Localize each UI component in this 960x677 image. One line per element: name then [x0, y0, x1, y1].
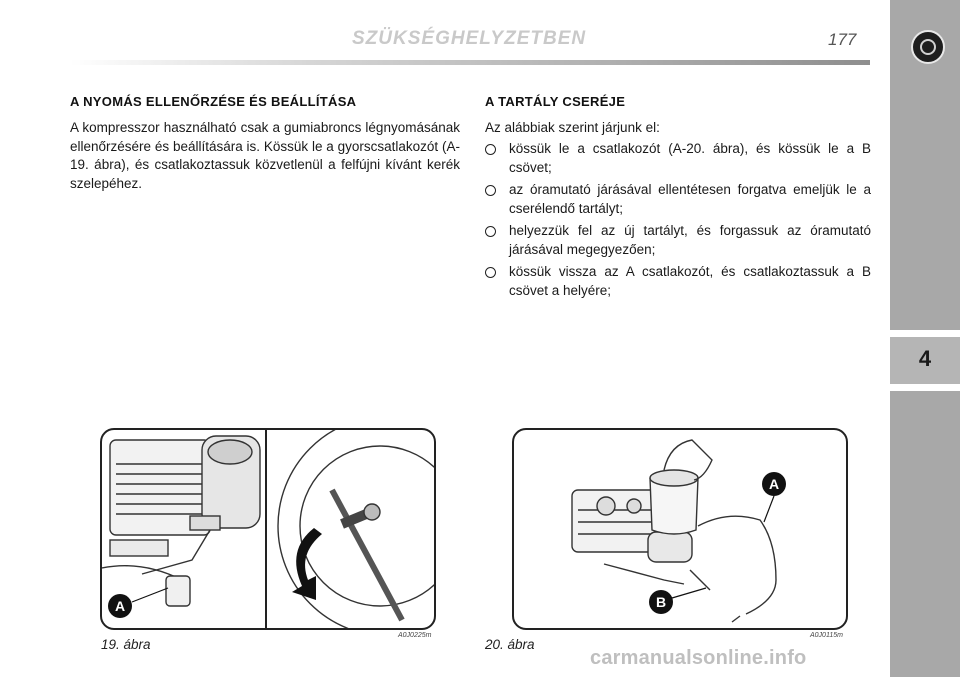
list-item [485, 263, 871, 300]
figure-20-caption: 20. ábra [485, 637, 535, 652]
compressor-tank-illustration [514, 430, 846, 628]
figure-20-illustration [512, 428, 848, 630]
pressure-section-title: A NYOMÁS ELLENŐRZÉSE ÉS BEÁLLÍTÁSA [70, 94, 357, 109]
step-text: kössük le a csatlakozót (A-20. ábra), és kössük le a B csövet; [509, 141, 871, 175]
tank-intro: Az alábbiak szerint járjunk el: [485, 120, 660, 135]
figure-19-illustration [100, 428, 436, 630]
brand-logo [911, 30, 945, 64]
bullet-icon [485, 144, 496, 155]
step-text: helyezzük fel az új tartályt, és forgassuk az óramutató járásával megegyezően; [509, 223, 871, 257]
figure-19-caption: 19. ábra [101, 637, 151, 652]
side-tab-bottom [890, 391, 960, 677]
bullet-icon [485, 185, 496, 196]
figure-19-label-a: A [114, 598, 126, 614]
bullet-icon [485, 226, 496, 237]
list-item [485, 140, 871, 177]
figure-20-code: A0J0115m [810, 632, 843, 639]
figure-20-label-b: B [655, 594, 667, 610]
compressor-gauge-illustration [102, 430, 434, 628]
step-text: kössük vissza az A csatlakozót, és csatlakoztassuk a B csövet a helyére; [509, 264, 871, 298]
step-text: az óramutató járásával ellentétesen forgatva emeljük le a cserélendő tartályt; [509, 182, 871, 216]
tank-section-title: A TARTÁLY CSERÉJE [485, 94, 626, 109]
list-item [485, 181, 871, 218]
watermark: carmanualsonline.info [590, 647, 807, 669]
figure-19-code: A0J0225m [398, 632, 432, 639]
header-title: SZÜKSÉGHELYZETBEN [352, 28, 587, 49]
tank-steps-list [485, 140, 871, 304]
bullet-icon [485, 267, 496, 278]
chapter-number: 4 [918, 346, 932, 371]
list-item [485, 222, 871, 259]
pressure-paragraph: A kompresszor használható csak a gumiabroncs légnyomásának ellenőrzésére és beállítására is. Kössük le a gyorscsatlakozót (A-19. ábra), és csatlakoztassuk közvetlenül a felfújni kívánt kerék szelepéhez. [70, 120, 460, 191]
figure-20-label-a: A [768, 476, 780, 492]
page-number: 177 [828, 30, 857, 49]
header-rule [70, 60, 870, 65]
